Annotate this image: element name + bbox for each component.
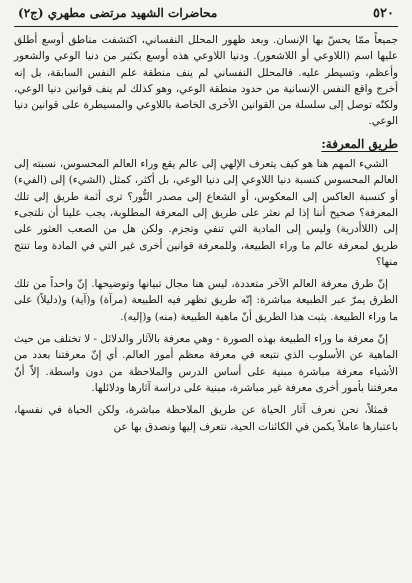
page-number: ٥٢٠ <box>373 6 394 21</box>
page-body <box>14 32 398 435</box>
paragraph: إنّ معرفة ما وراء الطبيعة بهذه الصورة - وهي معرفة بالآثار والدلائل - لا تختلف من حيث الماهية عن الأسلوب الذي نتبعه في معرفة معظم أمور العالم. أي إنّ معرفتنا بعدد من الأشياء معرفة مباشرة مبنية على أساس الدرس والملاحظة من دون واسطة. إلاّ أنّ معرفتنا بأمور أخرى معرفة غير مباشرة، مبنية على دراسة آثارها ودلائلها. <box>14 333 398 394</box>
paragraph: جميعاً ممّا يحسّ بها الإنسان. وبعد ظهور المحلل النفساني، اكتشفت مناطق أوسع أطلق عليها اسم (اللاوعي أو اللاشعور). ودنيا اللاوعي هذه أوسع بكثير من دنيا الوعي والشعور وأعظم، وتسيطر عليه. فالمحلل النفساني لم ينف منطقة علم النفس السابقة، بل إنه أخرج واقع النفس الإنسانية من حدود منطقة الوعي، وهو كذلك لم ينف قوانين دنيا الوعي، ولكنّه توصل إلى سلسلة من القوانين الأخرى الخاصة باللاوعي والمسيطرة على قوانين دنيا الوعي. <box>14 34 398 128</box>
section-heading: طريق المعرفة: <box>321 136 398 151</box>
paragraph: فمثلاً، نحن نعرف آثار الحياة عن طريق الملاحظة مباشرة، ولكن الحياة في نفسها، باعتبارها عاملاً يكمن في الكائنات الحية، نتعرف إليها ونصدق بها عن <box>14 404 398 433</box>
page-header <box>14 6 398 27</box>
paragraph: إنّ طرق معرفة العالم الآخر متعددة، ليس هنا مجال تبيانها وتوضيحها. إنّ واحداً من تلك الطرق يمرّ عبر الطبيعة مباشرة: إنّه طريق تظهر فيه الطبيعة (مرآة) و(آية) و(دليلاً) على ما وراء الطبيعة. يثبت هذا الطريق أنّ ماهية الطبيعة (منه) و(إليه). <box>14 278 398 323</box>
paragraph: الشيء المهم هنا هو كيف يتعرف الإلهي إلى عالم يقع وراء العالم المحسوس، نسبته إلى العالم المحسوس كنسبة دنيا اللاوعي إلى دنيا الوعي، بل أكثر، كمثل (الشيء) إلى (الفيء) أو كنسبة العاكس إلى المعكوس، أو الشعاع إلى مصدر النُّور؟ ترى أثمة طريق إلى تلك المعرفة؟ صحيح أننا إذا لم نعثر على طريق إلى المعرفة المطلوبة، يجب علينا أن نلتجىء إلى (اللاأدرية) وليس إلى المادية التي تنفي وتجزم. ولكن هل من الصعب العثور على طريق لمعرفة عالم ما وراء الطبيعة، وللمعرفة قوانين أخرى غير التي في المادة وما تنتج منها؟ <box>14 158 398 268</box>
book-title: محاضرات الشهيد مرتضى مطهري (ج٢) <box>18 6 218 20</box>
